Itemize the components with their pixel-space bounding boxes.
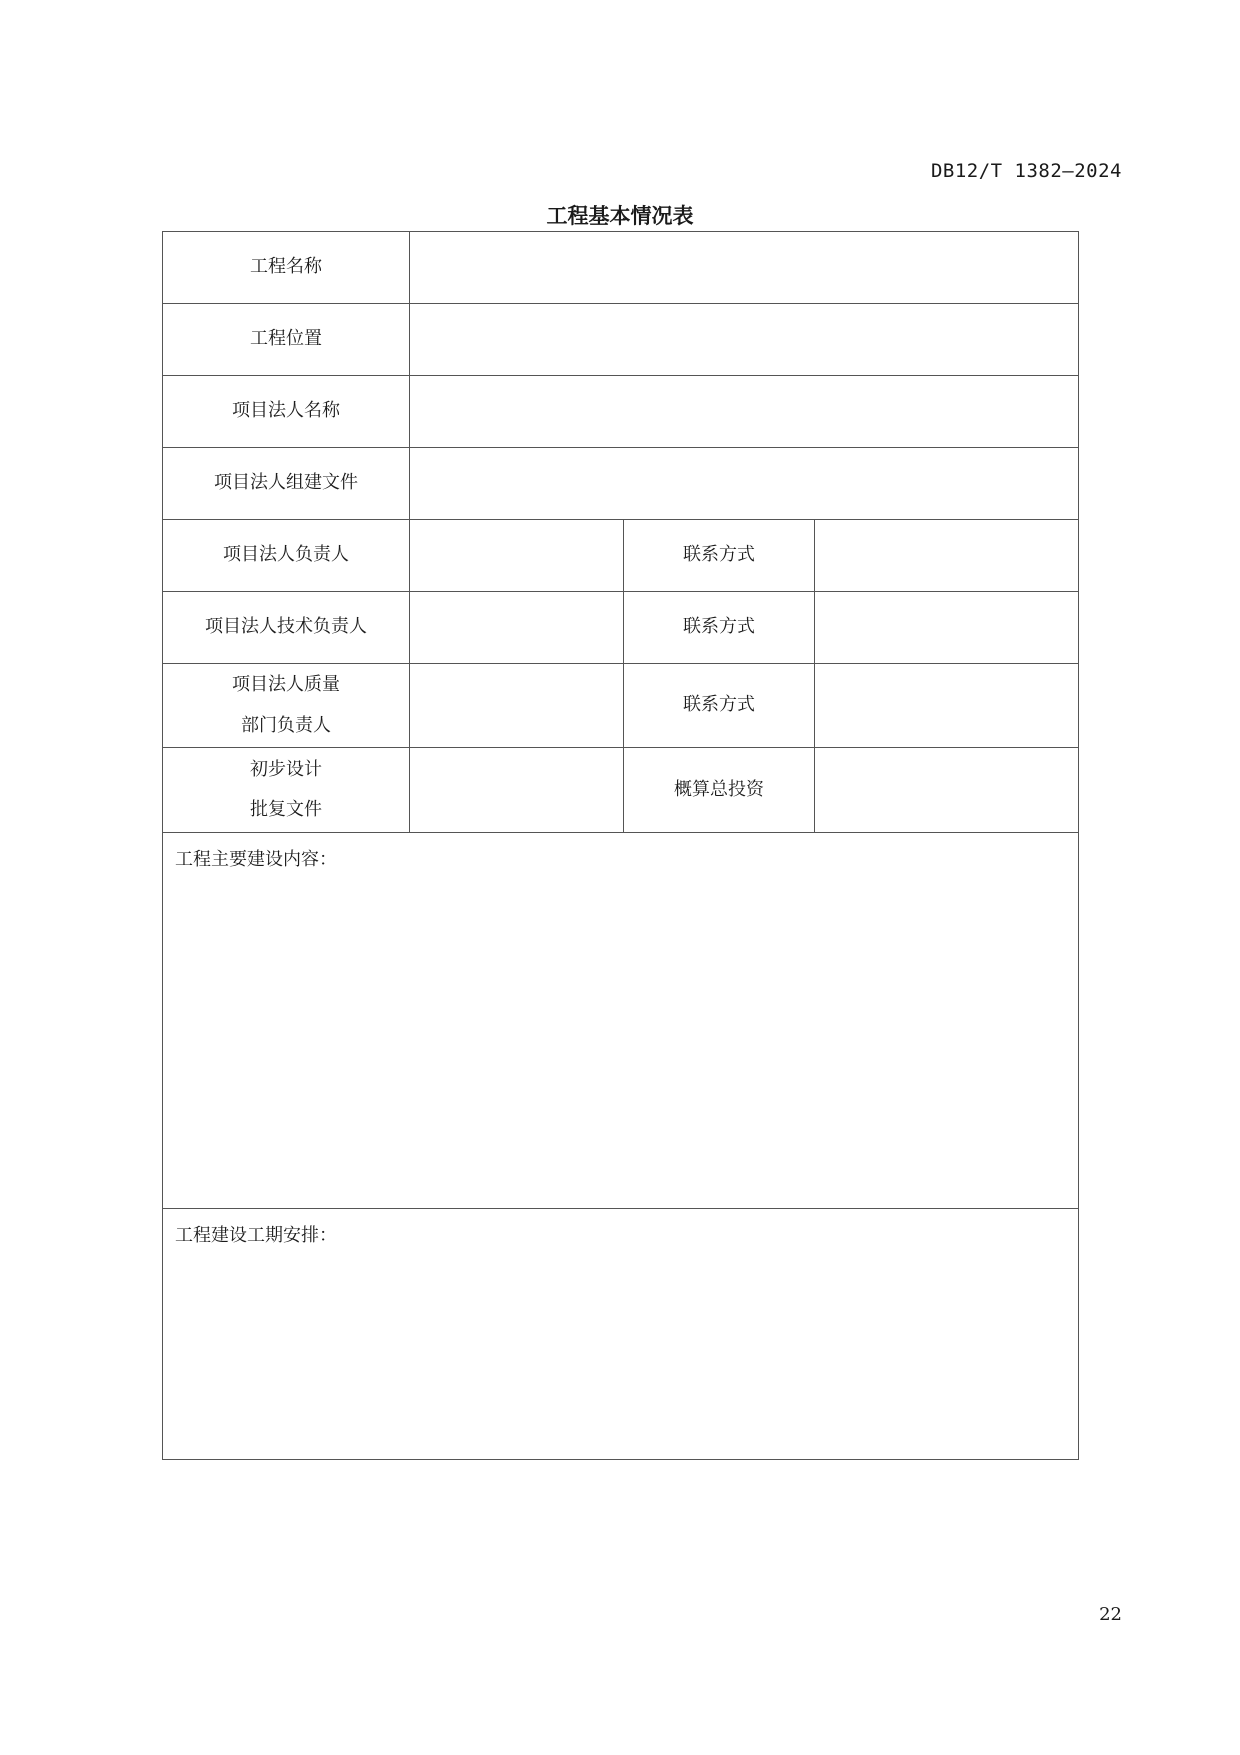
legal-entity-docs-label: 项目法人组建文件	[163, 448, 410, 520]
project-location-field[interactable]	[410, 304, 1079, 376]
table-title: 工程基本情况表	[546, 204, 694, 228]
row-schedule	[163, 1209, 1079, 1460]
prelim-design-label	[163, 748, 410, 833]
schedule-label: 工程建设工期安排：	[175, 1225, 337, 1246]
tech-head-contact-field[interactable]	[815, 592, 1079, 664]
project-name-label: 工程名称	[163, 232, 410, 304]
prelim-design-field[interactable]	[410, 748, 624, 833]
quality-head-label	[163, 664, 410, 748]
quality-head-label-line1: 项目法人质量	[232, 674, 340, 695]
quality-head-contact-label: 联系方式	[624, 664, 815, 748]
row-legal-entity-head	[163, 520, 1079, 592]
project-info-table	[162, 231, 1079, 1460]
row-project-location	[163, 304, 1079, 376]
legal-entity-name-label: 项目法人名称	[163, 376, 410, 448]
row-legal-entity-name	[163, 376, 1079, 448]
quality-head-field[interactable]	[410, 664, 624, 748]
row-prelim-design	[163, 748, 1079, 833]
total-investment-label: 概算总投资	[624, 748, 815, 833]
legal-entity-docs-field[interactable]	[410, 448, 1079, 520]
legal-entity-head-field[interactable]	[410, 520, 624, 592]
row-legal-entity-docs	[163, 448, 1079, 520]
schedule-cell[interactable]	[163, 1209, 1079, 1460]
main-content-cell[interactable]	[163, 833, 1079, 1209]
tech-head-contact-label: 联系方式	[624, 592, 815, 664]
prelim-design-label-line2: 批复文件	[250, 799, 322, 820]
tech-head-field[interactable]	[410, 592, 624, 664]
page-number: 22	[1099, 1604, 1122, 1625]
quality-head-contact-field[interactable]	[815, 664, 1079, 748]
row-main-content	[163, 833, 1079, 1209]
row-tech-head	[163, 592, 1079, 664]
tech-head-label: 项目法人技术负责人	[163, 592, 410, 664]
legal-entity-head-label: 项目法人负责人	[163, 520, 410, 592]
total-investment-field[interactable]	[815, 748, 1079, 833]
legal-entity-name-field[interactable]	[410, 376, 1079, 448]
legal-entity-head-contact-field[interactable]	[815, 520, 1079, 592]
main-content-label: 工程主要建设内容：	[175, 849, 337, 870]
row-quality-head	[163, 664, 1079, 748]
legal-entity-head-contact-label: 联系方式	[624, 520, 815, 592]
project-location-label: 工程位置	[163, 304, 410, 376]
project-name-field[interactable]	[410, 232, 1079, 304]
row-project-name	[163, 232, 1079, 304]
document-code: DB12/T 1382—2024	[930, 160, 1122, 182]
quality-head-label-line2: 部门负责人	[241, 714, 331, 736]
prelim-design-label-line1: 初步设计	[250, 758, 322, 780]
